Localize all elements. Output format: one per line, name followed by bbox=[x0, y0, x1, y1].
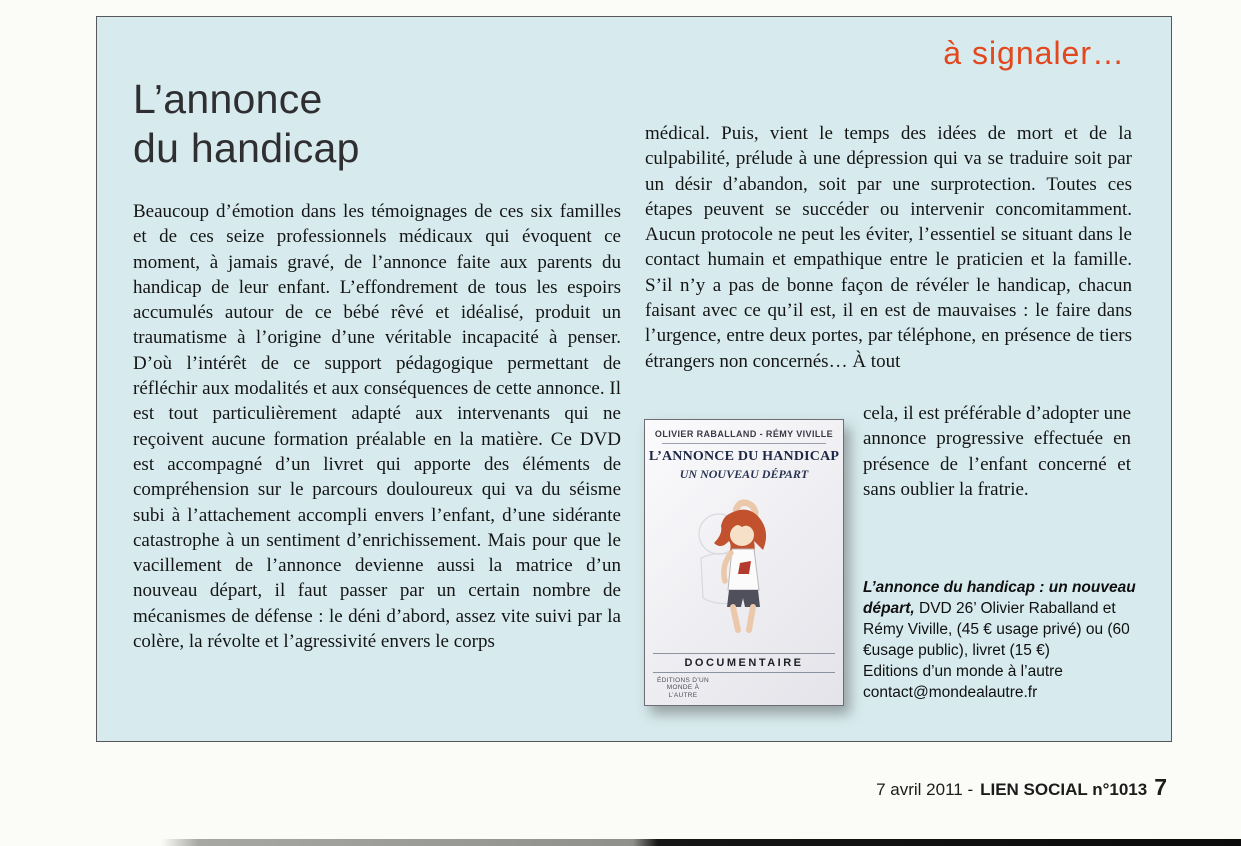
article-panel bbox=[96, 16, 1172, 742]
footer-magazine-title: LIEN SOCIAL n°1013 bbox=[980, 780, 1148, 799]
article-title-line-1: L’annonce bbox=[133, 76, 323, 122]
dvd-authors: OLIVIER RABALLAND - RÉMY VIVILLE bbox=[654, 429, 834, 439]
article-title-line-2: du handicap bbox=[133, 125, 360, 171]
caption-title: L’annonce du handicap : un nouveau départ, bbox=[863, 579, 1136, 617]
caption-publisher: Editions d’un monde à l’autre bbox=[863, 663, 1063, 680]
page-footer bbox=[876, 774, 1167, 801]
dvd-cover-photo bbox=[644, 419, 848, 711]
dvd-publisher-logo: ÉDITIONS D’UN MONDE À L’AUTRE bbox=[657, 676, 709, 699]
scanner-edge-artifact bbox=[0, 839, 1241, 846]
dvd-genre-label: DOCUMENTAIRE bbox=[653, 653, 835, 673]
dvd-cover-illustration bbox=[653, 482, 835, 653]
article-title bbox=[133, 75, 360, 173]
girl-illustration-icon bbox=[683, 496, 805, 638]
dvd-subtitle: UN NOUVEAU DÉPART bbox=[679, 467, 809, 481]
footer-date: 7 avril 2011 - bbox=[876, 780, 974, 799]
dvd-cover bbox=[644, 419, 844, 706]
article-left-column: Beaucoup d’émotion dans les témoignages de ces six familles et de ces seize professionnels médicaux qui évoquent ce moment, à jamais gravé, de l’annonce faite aux parents du handicap de leur enfant. L’effondrement de tous les espoirs accumulés autour de ce bébé rêvé et idéalisé, produit un traumatisme à l’origine d’une véritable incapacité à penser. D’où l’intérêt de ce support pédagogique permettant de réfléchir aux modalités et aux conséquences de cette annonce. Il est tout particulièrement adapté aux intervenants qui ne reçoivent aucune formation préalable en la matière. Ce DVD est accompagné d’un livret qui apporte des éléments de compréhension sur le parcours douloureux qui va du séisme subi à l’attachement accompli envers l’enfant, d’une sidérante catastrophe à un sentiment d’enrichissement. Mais pour que le vacillement de l’annonce devienne aussi la matrice d’un nouveau départ, il faut passer par un certain nombre de mécanismes de défense : le déni d’abord, assez vite suivi par la colère, la révolte et l’agressivité envers le corps bbox=[133, 201, 621, 653]
caption-email: contact@mondealautre.fr bbox=[863, 684, 1038, 701]
article-right-column-wrapped: cela, il est préférable d’adopter une annonce progressive effectuée en présence de l’enfant concerné et sans oublier la fratrie. bbox=[863, 403, 1131, 500]
caption-main bbox=[863, 577, 1141, 661]
dvd-divider-line bbox=[662, 443, 826, 444]
article-right-column-top: médical. Puis, vient le temps des idées de mort et de la culpabilité, prélude à une dépression qui va se traduire soit par un désir d’abandon, soit par une surprotection. Toutes ces étapes peuvent se succéder ou intervenir concomitamment. Aucun protocole ne peut les éviter, l’essentiel se situant dans le contact humain et empathique entre le praticien et la famille. S’il n’y a pas de bonne façon de révéler le handicap, chacun faisant avec ce qu’il est, il en est de mauvaises : le faire dans l’urgence, entre deux portes, par téléphone, en présence de tiers étrangers non concernés… À tout bbox=[645, 123, 1132, 372]
section-label: à signaler… bbox=[943, 35, 1125, 71]
footer-page-number: 7 bbox=[1154, 774, 1167, 800]
dvd-caption bbox=[863, 577, 1141, 703]
caption-details: DVD 26’ Olivier Raballand et Rémy Viville, (45 € usage privé) ou (60 €usage public), livret (15 €) bbox=[863, 600, 1130, 659]
dvd-title: L’ANNONCE DU HANDICAP bbox=[648, 449, 840, 464]
